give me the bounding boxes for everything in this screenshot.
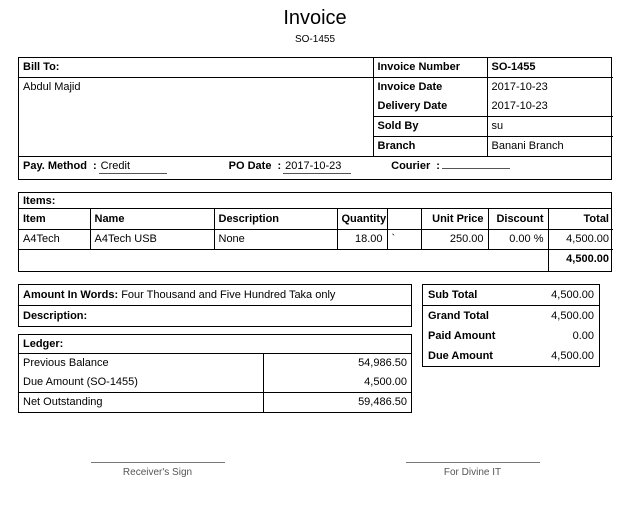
column-header-description: Description — [214, 209, 337, 230]
amount-in-words-row — [19, 285, 411, 306]
amount-words-box — [18, 284, 412, 327]
receiver-sign-label: Receiver's Sign — [122, 467, 193, 478]
summary-left-column — [18, 284, 412, 413]
totals-row-paid-amount — [423, 326, 599, 346]
header-row-sold-by — [19, 117, 613, 137]
cell-quantity: 18.00 — [337, 230, 387, 250]
po-date-value[interactable]: 2017-10-23 — [283, 160, 351, 174]
summary-area — [0, 284, 630, 413]
description-label: Description: — [23, 310, 88, 322]
totals-value-grand-total: 4,500.00 — [551, 310, 594, 322]
bill-to-spacer — [19, 117, 373, 157]
amount-in-words-label: Amount In Words: — [23, 289, 119, 301]
invoice-header-table — [19, 58, 613, 156]
field-value-invoice-date: 2017-10-23 — [487, 78, 613, 98]
totals-value-due-amount: 4,500.00 — [551, 350, 594, 362]
cell-unit-price: 250.00 — [421, 230, 488, 250]
summary-right-column — [422, 284, 600, 367]
totals-row-grand-total — [423, 306, 599, 327]
field-label-invoice-number: Invoice Number — [373, 58, 487, 78]
title-block — [0, 0, 630, 47]
items-table — [19, 209, 613, 271]
customer-name: Abdul Majid — [23, 81, 81, 93]
cell-item: A4Tech — [19, 230, 90, 250]
items-summary-total: 4,500.00 — [548, 250, 613, 272]
cell-unit: ` — [387, 230, 421, 250]
page-title: Invoice — [283, 7, 347, 29]
totals-label-grand-total: Grand Total — [428, 310, 489, 322]
signature-area — [0, 462, 630, 478]
header-row-invoice-number — [19, 58, 613, 78]
pay-method-value[interactable]: Credit — [99, 160, 167, 174]
po-date-colon: : — [277, 160, 282, 172]
totals-table — [423, 285, 599, 366]
bill-to-label: Bill To: — [19, 58, 373, 78]
pay-method-label: Pay. Method — [23, 160, 87, 172]
items-section-label: Items: — [19, 193, 611, 209]
company-sign-block — [315, 462, 630, 478]
items-header-row — [19, 209, 613, 230]
cell-description: None — [214, 230, 337, 250]
ledger-label: Ledger: — [19, 335, 411, 354]
field-value-invoice-number: SO-1455 — [487, 58, 613, 78]
field-label-delivery-date: Delivery Date — [373, 97, 487, 117]
field-value-delivery-date: 2017-10-23 — [487, 97, 613, 117]
field-value-branch: Banani Branch — [487, 137, 613, 157]
header-row-invoice-date — [19, 78, 613, 98]
ledger-value-net-outstanding: 59,486.50 — [263, 393, 411, 413]
field-label-sold-by: Sold By — [373, 117, 487, 137]
field-label-invoice-date: Invoice Date — [373, 78, 487, 98]
amount-in-words-value: Four Thousand and Five Hundred Taka only — [121, 289, 336, 301]
cell-total: 4,500.00 — [566, 233, 609, 245]
ledger-label-net-outstanding: Net Outstanding — [19, 393, 263, 413]
invoice-header-box — [18, 57, 612, 180]
ledger-box — [18, 334, 412, 413]
totals-value-paid-amount: 0.00 — [572, 330, 594, 342]
field-value-sold-by: su — [487, 117, 613, 137]
document-number-subtitle: SO-1455 — [294, 34, 336, 45]
payment-info-strip — [19, 156, 611, 179]
items-box — [18, 192, 612, 272]
pay-method-colon: : — [92, 160, 97, 172]
receiver-sign-block — [0, 462, 315, 478]
ledger-value-previous-balance: 54,986.50 — [263, 354, 411, 373]
column-header-unit — [387, 209, 421, 230]
totals-label-sub-total: Sub Total — [423, 285, 515, 306]
column-header-unit-price: Unit Price — [421, 209, 488, 230]
totals-box — [422, 284, 600, 367]
field-label-branch: Branch — [373, 137, 487, 157]
ledger-row-net-outstanding — [19, 393, 411, 413]
column-header-item: Item — [19, 209, 90, 230]
cell-name: A4Tech USB — [90, 230, 214, 250]
column-header-name: Name — [90, 209, 214, 230]
column-header-total: Total — [548, 209, 613, 230]
items-summary-spacer — [19, 250, 548, 272]
company-sign-label: For Divine IT — [443, 467, 502, 478]
ledger-label-previous-balance: Previous Balance — [23, 357, 109, 369]
receiver-sign-line — [91, 462, 225, 463]
items-summary-row — [19, 250, 613, 272]
totals-row-due-amount — [423, 346, 599, 366]
ledger-table — [19, 354, 411, 412]
ledger-row-previous-balance — [19, 354, 411, 373]
column-header-quantity: Quantity — [337, 209, 387, 230]
totals-label-due-amount: Due Amount — [428, 350, 493, 362]
totals-label-paid-amount: Paid Amount — [428, 330, 496, 342]
table-row — [19, 230, 613, 250]
ledger-row-due-amount — [19, 373, 411, 393]
column-header-discount: Discount — [488, 209, 548, 230]
cell-discount: 0.00 % — [488, 230, 548, 250]
totals-row-sub-total — [423, 285, 599, 306]
courier-colon: : — [436, 160, 440, 172]
ledger-value-due-amount: 4,500.00 — [263, 373, 411, 393]
ledger-label-due-amount: Due Amount (SO-1455) — [23, 376, 138, 388]
totals-value-sub-total: 4,500.00 — [515, 285, 599, 306]
po-date-label: PO Date — [228, 160, 272, 172]
company-sign-line — [406, 462, 540, 463]
courier-label: Courier — [391, 160, 431, 172]
courier-value[interactable] — [442, 168, 510, 169]
